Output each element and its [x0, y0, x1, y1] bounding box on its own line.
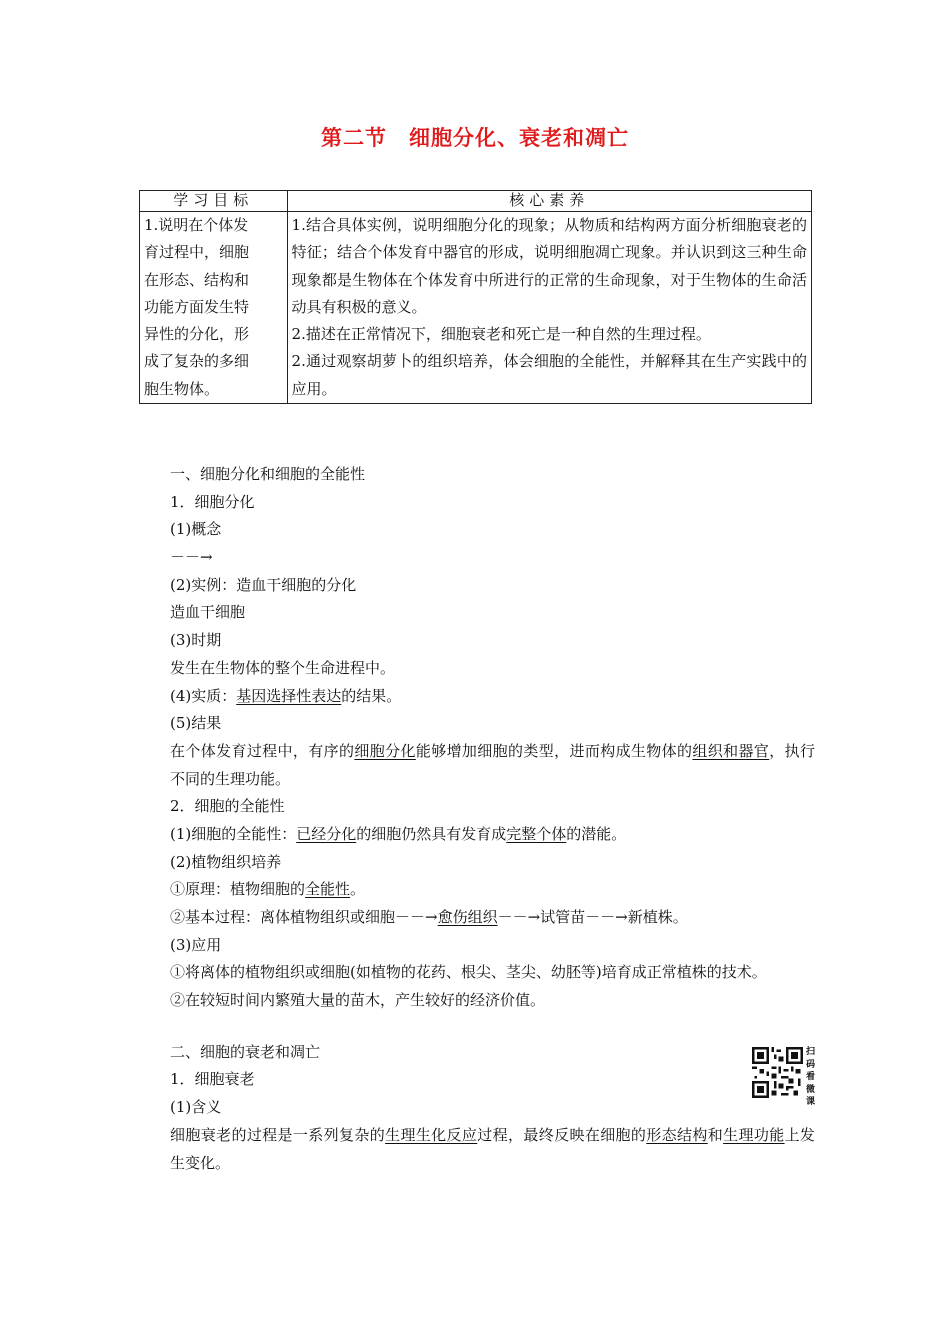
paragraph: ①将离体的植物组织或细胞(如植物的花药、根尖、茎尖、幼胚等)培育成正常植株的技术。: [170, 963, 767, 982]
paragraph: 细胞衰老的过程是一系列复杂的生理生化反应过程，最终反映在细胞的形态结构和生理功能上发生变化。: [170, 1125, 815, 1172]
subheading: 1．细胞分化: [170, 492, 255, 511]
item-label: (1)含义: [170, 1098, 222, 1117]
item-label: (1)概念: [170, 520, 222, 539]
blank-answer: 全能性: [305, 880, 351, 899]
literacy-item: 2.描述在正常情况下，细胞衰老和死亡是一种自然的生理过程。: [291, 325, 711, 344]
item-label: (3)时期: [170, 631, 222, 650]
paragraph: 在个体发育过程中，有序的细胞分化能够增加细胞的类型，进而构成生物体的组织和器官，执行不同的生理功能。: [170, 741, 815, 788]
paragraph: ②在较短时间内繁殖大量的苗木，产生较好的经济价值。: [170, 991, 546, 1010]
paragraph: 发生在生物体的整个生命进程中。: [170, 658, 396, 677]
subheading: 2．细胞的全能性: [170, 797, 285, 816]
blank-answer: 生理功能: [723, 1125, 785, 1144]
blank-answer: 细胞分化: [354, 741, 416, 760]
qr-code-icon[interactable]: [752, 1047, 803, 1098]
literacy-item: 1.结合具体实例，说明细胞分化的现象；从物质和结构两方面分析细胞衰老的特征；结合个体发育中器官的形成，说明细胞凋亡现象。并认识到这三种生命现象都是生物体在个体发育中所进行的正常的生命现象，对于生物体的生命活动具有积极的意义。: [291, 216, 807, 316]
goal-line: 功能方面发生特: [144, 297, 250, 316]
paragraph: ①原理：植物细胞的全能性。: [170, 880, 366, 899]
section-heading: 一、细胞分化和细胞的全能性: [170, 465, 366, 483]
item-label: (2)实例：造血干细胞的分化: [170, 575, 357, 594]
core-literacy-cell: [287, 212, 811, 404]
qr-caption: 扫码看微课: [806, 1047, 816, 1107]
item-label: (5)结果: [170, 714, 222, 733]
literacy-item: 2.通过观察胡萝卜的组织培养，体会细胞的全能性，并解释其在生产实践中的应用。: [291, 352, 807, 398]
section-1: [139, 461, 815, 1177]
item-label: (3)应用: [170, 935, 222, 954]
goal-line: 在形态、结构和: [144, 270, 250, 289]
goal-line: 育过程中，细胞: [144, 243, 250, 262]
arrow: －－→: [170, 548, 213, 567]
essence-line: (4)实质：基因选择性表达的结果。: [170, 686, 402, 705]
page-title: 第二节 细胞分化、衰老和凋亡: [321, 126, 629, 150]
blank-answer: 完整个体: [506, 824, 567, 843]
goal-line: 1.说明在个体发: [144, 216, 249, 234]
blank-answer: 形态结构: [646, 1125, 708, 1144]
learning-goals-cell: [140, 212, 288, 404]
blank-answer: 生理生化反应: [385, 1125, 478, 1144]
goal-line: 胞生物体。: [144, 379, 220, 398]
header-learning-goals: 学习目标: [140, 191, 288, 212]
goal-line: 成了复杂的多细: [144, 352, 250, 371]
goal-line: 异性的分化，形: [144, 325, 250, 344]
blank-answer: 组织和器官: [692, 741, 770, 760]
subheading: 1．细胞衰老: [170, 1070, 255, 1089]
paragraph: 造血干细胞: [170, 603, 246, 622]
section-heading: 二、细胞的衰老和凋亡: [170, 1042, 321, 1061]
objectives-table: [139, 190, 812, 404]
header-core-literacy: 核心素养: [287, 191, 811, 212]
paragraph: (1)细胞的全能性：已经分化的细胞仍然具有发育成完整个体的潜能。: [170, 824, 627, 843]
blank-answer: 愈伤组织: [437, 908, 498, 927]
blank-answer: 基因选择性表达: [236, 686, 342, 705]
blank-answer: 已经分化: [296, 824, 357, 843]
item-label: (2)植物组织培养: [170, 852, 282, 871]
paragraph: ②基本过程：离体植物组织或细胞－－→愈伤组织－－→试管苗－－→新植株。: [170, 908, 688, 927]
